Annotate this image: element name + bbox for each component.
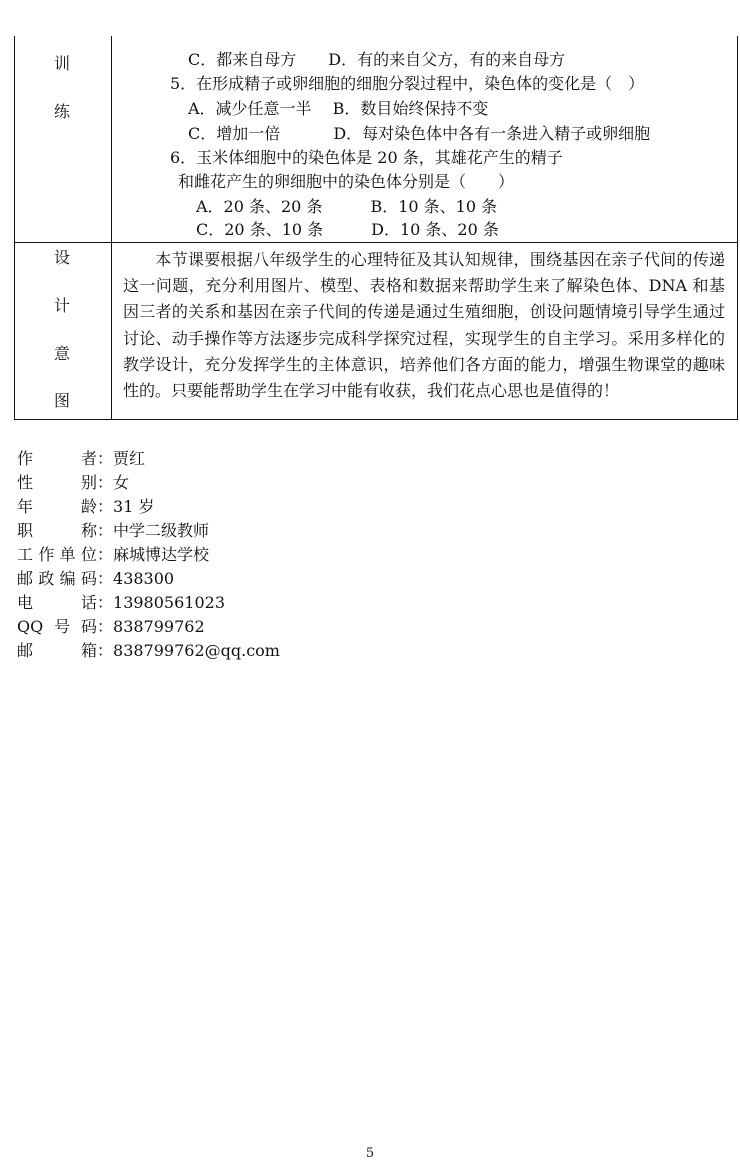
row-label-char: 意 [53,344,70,363]
row-label-char: 计 [53,296,70,315]
row-label-char: 设 [53,248,70,267]
info-row-postcode: 邮政编码：438300 [17,569,175,588]
exercise-line: 和雌花产生的卵细胞中的染色体分别是（ ） [178,172,515,191]
row-label-char: 图 [53,391,70,410]
row-label-char: 练 [53,102,70,121]
page-number: 5 [365,1146,375,1161]
exercise-line: A．减少任意一半 B．数目始终保持不变 [188,99,489,118]
info-row-email: 邮箱：838799762@qq.com [17,641,280,660]
info-row-phone: 电话：13980561023 [17,593,225,612]
design-intent-paragraph: 本节课要根据八年级学生的心理特征及其认知规律，围绕基因在亲子代间的传递这一问题，充分利用图片、模型、表格和数据来帮助学生来了解染色体、DNA 和基因三者的关系和基因在亲子代间的传递是通过生殖细胞，创设问题情境引导学生通过讨论、动手操作等方法逐步完成科学探究过程，实现学生的自主学习。采用多样化的教学设计，充分发挥学生的主体意识，培养他们各方面的能力，增强生物课堂的趣味性的。只要能帮助学生在学习中能有收获，我们花点心思也是值得的！ [123,250,725,401]
info-row-author: 作者：贾红 [17,449,146,468]
exercise-line: 6．玉米体细胞中的染色体是 20 条，其雄花产生的精子 [170,148,563,167]
info-row-workplace: 工作单位：麻城博达学校 [17,545,210,564]
info-row-gender: 性别：女 [17,473,130,492]
exercise-line: C．增加一倍 D．每对染色体中各有一条进入精子或卵细胞 [188,124,651,143]
info-row-age: 年龄：31 岁 [17,497,155,516]
exercise-line: C．都来自母方 D．有的来自父方，有的来自母方 [188,50,566,69]
info-row-qq: QQ号码：838799762 [17,617,205,636]
row-label-char: 训 [53,54,70,73]
exercise-line: C．20 条、10 条 D．10 条、20 条 [196,220,499,239]
info-row-title: 职称：中学二级教师 [17,521,210,540]
exercise-line: 5．在形成精子或卵细胞的细胞分裂过程中，染色体的变化是（ ） [170,74,645,93]
table-column-divider [111,36,112,420]
table-row-divider [14,242,738,243]
exercise-line: A．20 条、20 条 B．10 条、10 条 [196,197,498,216]
